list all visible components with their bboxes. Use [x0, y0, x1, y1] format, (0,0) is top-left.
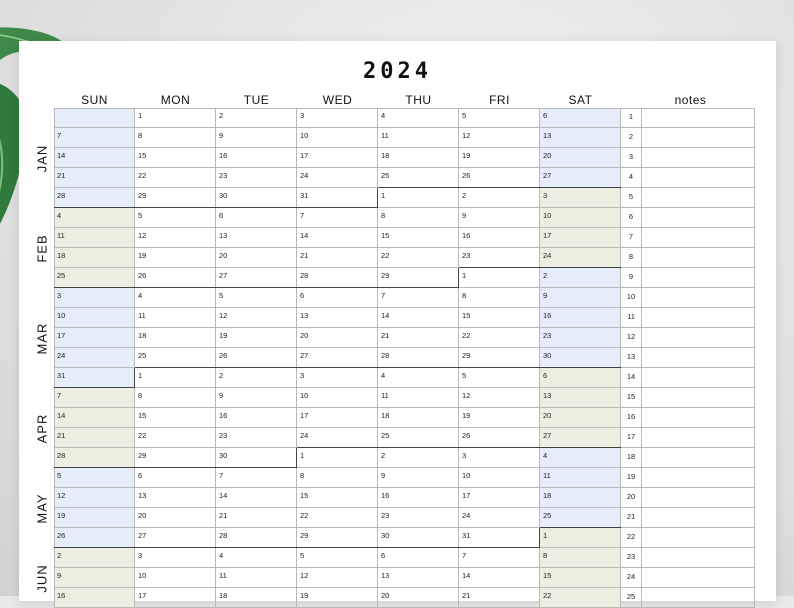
day-cell[interactable]: 6	[540, 368, 621, 388]
week-number: 22	[621, 528, 642, 548]
day-cell[interactable]: 15	[297, 488, 378, 508]
day-cell[interactable]: 8	[540, 548, 621, 568]
day-cell[interactable]: 29	[135, 188, 216, 208]
day-cell[interactable]: 29	[135, 448, 216, 468]
day-cell[interactable]: 26	[135, 268, 216, 288]
week-row	[54, 588, 755, 608]
day-cell[interactable]: 15	[540, 568, 621, 588]
week-row	[54, 248, 755, 268]
day-cell[interactable]: 8	[378, 208, 459, 228]
day-cell[interactable]: 3	[135, 548, 216, 568]
day-cell[interactable]: 7	[459, 548, 540, 568]
day-cell[interactable]: 28	[54, 448, 135, 468]
month-separator	[54, 547, 540, 548]
day-cell[interactable]: 1	[135, 108, 216, 128]
week-number: 1	[621, 108, 642, 128]
week-row	[54, 468, 755, 488]
month-separator	[54, 287, 459, 288]
day-cell[interactable]: 13	[540, 388, 621, 408]
day-cell[interactable]: 9	[378, 468, 459, 488]
day-cell[interactable]: 27	[540, 428, 621, 448]
week-row	[54, 108, 755, 128]
week-row	[54, 188, 755, 208]
week-number: 9	[621, 268, 642, 288]
day-cell[interactable]: 5	[459, 108, 540, 128]
day-cell[interactable]: 17	[297, 148, 378, 168]
day-cell[interactable]: 16	[54, 588, 135, 608]
day-cell[interactable]: 15	[378, 228, 459, 248]
day-cell[interactable]: 21	[297, 248, 378, 268]
day-cell[interactable]: 10	[459, 468, 540, 488]
day-cell[interactable]: 23	[216, 168, 297, 188]
week-number: 13	[621, 348, 642, 368]
week-row	[54, 228, 755, 248]
note-field[interactable]	[642, 488, 755, 508]
day-cell[interactable]: 27	[216, 268, 297, 288]
month-separator	[134, 368, 135, 388]
day-cell[interactable]: 2	[540, 268, 621, 288]
week-row	[54, 408, 755, 428]
month-label-text: JAN	[34, 144, 50, 172]
day-cell[interactable]: 13	[540, 128, 621, 148]
day-cell[interactable]: 5	[459, 368, 540, 388]
week-row	[54, 428, 755, 448]
day-cell[interactable]: 18	[378, 408, 459, 428]
week-row	[54, 308, 755, 328]
week-row	[54, 288, 755, 308]
week-number: 18	[621, 448, 642, 468]
day-cell[interactable]: 19	[54, 508, 135, 528]
month-separator	[458, 268, 459, 288]
day-cell[interactable]: 30	[216, 188, 297, 208]
day-cell[interactable]: 28	[297, 268, 378, 288]
day-cell[interactable]: 26	[459, 428, 540, 448]
day-cell[interactable]: 11	[540, 468, 621, 488]
week-row	[54, 368, 755, 388]
day-cell[interactable]: 25	[378, 428, 459, 448]
day-cell[interactable]: 20	[216, 248, 297, 268]
day-cell[interactable]: 20	[378, 588, 459, 608]
day-header-mon: MON	[160, 93, 191, 107]
day-cell[interactable]: 3	[297, 368, 378, 388]
day-cell[interactable]: 29	[378, 268, 459, 288]
day-cell[interactable]: 4	[216, 548, 297, 568]
note-field[interactable]	[642, 468, 755, 488]
day-cell[interactable]: 1	[540, 528, 621, 548]
day-cell[interactable]: 8	[135, 128, 216, 148]
day-cell[interactable]: 21	[216, 508, 297, 528]
month-label-may	[31, 468, 53, 548]
month-separator	[377, 188, 378, 208]
note-field[interactable]	[642, 148, 755, 168]
day-cell[interactable]: 1	[135, 368, 216, 388]
note-field[interactable]	[642, 288, 755, 308]
day-cell[interactable]: 24	[459, 508, 540, 528]
day-cell[interactable]: 17	[54, 328, 135, 348]
week-row	[54, 388, 755, 408]
month-label-jun	[31, 548, 53, 608]
day-cell[interactable]: 20	[540, 408, 621, 428]
month-separator	[378, 187, 621, 188]
month-separator	[54, 207, 378, 208]
week-number: 4	[621, 168, 642, 188]
week-row	[54, 268, 755, 288]
week-number: 17	[621, 428, 642, 448]
day-cell[interactable]: 30	[378, 528, 459, 548]
day-cell[interactable]: 30	[540, 348, 621, 368]
day-cell[interactable]: 19	[297, 588, 378, 608]
day-cell[interactable]: 7	[54, 388, 135, 408]
day-cell[interactable]: 12	[297, 568, 378, 588]
day-cell[interactable]: 18	[216, 588, 297, 608]
week-number: 5	[621, 188, 642, 208]
day-cell[interactable]: 21	[459, 588, 540, 608]
day-cell[interactable]: 19	[135, 248, 216, 268]
day-cell[interactable]: 14	[54, 408, 135, 428]
month-label-text: JUN	[34, 563, 50, 593]
day-cell[interactable]: 12	[459, 388, 540, 408]
day-cell[interactable]: 28	[378, 348, 459, 368]
day-cell[interactable]: 11	[378, 388, 459, 408]
day-cell[interactable]: 7	[378, 288, 459, 308]
note-field[interactable]	[642, 428, 755, 448]
week-number: 20	[621, 488, 642, 508]
note-field[interactable]	[642, 228, 755, 248]
day-cell[interactable]: 28	[54, 188, 135, 208]
day-cell[interactable]: 9	[216, 128, 297, 148]
day-cell[interactable]: 31	[297, 188, 378, 208]
week-number: 15	[621, 388, 642, 408]
note-field[interactable]	[642, 108, 755, 128]
day-header-sun: SUN	[81, 93, 108, 107]
day-cell[interactable]: 12	[216, 308, 297, 328]
week-number: 16	[621, 408, 642, 428]
month-label-apr	[31, 388, 53, 468]
day-cell[interactable]: 15	[135, 148, 216, 168]
day-header-wed: WED	[322, 93, 353, 107]
day-cell[interactable]: 27	[540, 168, 621, 188]
note-field[interactable]	[642, 188, 755, 208]
day-cell[interactable]: 10	[540, 208, 621, 228]
day-cell[interactable]: 16	[540, 308, 621, 328]
day-cell[interactable]: 13	[378, 568, 459, 588]
day-cell[interactable]: 22	[135, 428, 216, 448]
day-cell[interactable]: 4	[135, 288, 216, 308]
day-cell[interactable]: 1	[459, 268, 540, 288]
day-cell[interactable]: 25	[54, 268, 135, 288]
day-cell[interactable]: 1	[378, 188, 459, 208]
note-field[interactable]	[642, 348, 755, 368]
day-cell[interactable]: 11	[378, 128, 459, 148]
day-cell[interactable]: 15	[135, 408, 216, 428]
week-number: 2	[621, 128, 642, 148]
day-cell[interactable]: 7	[216, 468, 297, 488]
day-cell[interactable]: 19	[216, 328, 297, 348]
month-separator	[54, 467, 297, 468]
day-cell[interactable]: 11	[135, 308, 216, 328]
note-field[interactable]	[642, 388, 755, 408]
day-cell[interactable]: 6	[216, 208, 297, 228]
day-cell[interactable]: 3	[297, 108, 378, 128]
month-label-text: MAR	[34, 322, 50, 354]
day-cell[interactable]: 4	[54, 208, 135, 228]
day-cell[interactable]: 24	[54, 348, 135, 368]
day-cell[interactable]: 20	[297, 328, 378, 348]
day-cell[interactable]: 13	[297, 308, 378, 328]
month-separator	[135, 367, 621, 368]
week-number: 19	[621, 468, 642, 488]
week-row	[54, 208, 755, 228]
day-cell[interactable]: 7	[297, 208, 378, 228]
day-cell[interactable]: 9	[540, 288, 621, 308]
week-row	[54, 528, 755, 548]
day-cell[interactable]: 21	[54, 428, 135, 448]
week-row	[54, 568, 755, 588]
week-number: 11	[621, 308, 642, 328]
week-row	[54, 168, 755, 188]
day-cell[interactable]: 9	[459, 208, 540, 228]
day-cell[interactable]: 14	[216, 488, 297, 508]
month-label-jan	[31, 108, 53, 208]
week-row	[54, 148, 755, 168]
day-cell[interactable]: 18	[135, 328, 216, 348]
month-separator	[54, 387, 135, 388]
day-cell[interactable]: 16	[378, 488, 459, 508]
month-label-text: FEB	[34, 233, 50, 263]
day-cell[interactable]: 22	[135, 168, 216, 188]
day-cell[interactable]: 23	[459, 248, 540, 268]
week-number: 24	[621, 568, 642, 588]
day-cell[interactable]: 16	[459, 228, 540, 248]
day-cell[interactable]: 17	[540, 228, 621, 248]
week-row	[54, 128, 755, 148]
day-cell[interactable]: 6	[297, 288, 378, 308]
note-field[interactable]	[642, 248, 755, 268]
month-separator	[540, 527, 621, 528]
day-cell[interactable]: 10	[297, 388, 378, 408]
day-cell[interactable]: 18	[378, 148, 459, 168]
note-field[interactable]	[642, 328, 755, 348]
day-header-fri: FRI	[489, 93, 510, 107]
note-field[interactable]	[642, 208, 755, 228]
day-cell[interactable]: 11	[216, 568, 297, 588]
week-number: 6	[621, 208, 642, 228]
month-separator	[296, 448, 297, 468]
note-field[interactable]	[642, 588, 755, 608]
day-cell[interactable]: 10	[297, 128, 378, 148]
note-field[interactable]	[642, 128, 755, 148]
month-label-text: APR	[34, 413, 50, 443]
day-cell[interactable]: 16	[216, 408, 297, 428]
note-field[interactable]	[642, 548, 755, 568]
week-row	[54, 448, 755, 468]
day-cell[interactable]: 29	[459, 348, 540, 368]
week-number: 10	[621, 288, 642, 308]
note-field[interactable]	[642, 508, 755, 528]
day-cell[interactable]: 14	[459, 568, 540, 588]
note-field[interactable]	[642, 368, 755, 388]
day-cell[interactable]: 9	[54, 568, 135, 588]
day-cell[interactable]: 27	[135, 528, 216, 548]
day-cell[interactable]: 25	[540, 508, 621, 528]
day-cell[interactable]: 19	[459, 408, 540, 428]
day-cell[interactable]: 10	[135, 568, 216, 588]
note-field[interactable]	[642, 168, 755, 188]
month-separator	[297, 447, 621, 448]
week-number: 3	[621, 148, 642, 168]
day-cell[interactable]: 2	[54, 548, 135, 568]
day-cell[interactable]: 14	[378, 308, 459, 328]
day-cell[interactable]: 8	[459, 288, 540, 308]
day-cell[interactable]: 18	[540, 488, 621, 508]
day-cell[interactable]: 13	[216, 228, 297, 248]
week-row	[54, 488, 755, 508]
month-separator	[459, 267, 621, 268]
day-cell[interactable]: 25	[378, 168, 459, 188]
month-label-mar	[31, 288, 53, 388]
calendar-sheet	[19, 41, 776, 601]
day-cell[interactable]: 5	[297, 548, 378, 568]
day-cell[interactable]: 24	[540, 248, 621, 268]
day-cell[interactable]: 22	[540, 588, 621, 608]
day-cell[interactable]: 4	[378, 108, 459, 128]
day-cell[interactable]: 1	[297, 448, 378, 468]
notes-header: notes	[674, 93, 707, 107]
day-cell[interactable]: 2	[216, 368, 297, 388]
day-cell[interactable]: 22	[378, 248, 459, 268]
note-field[interactable]	[642, 268, 755, 288]
note-field[interactable]	[642, 308, 755, 328]
day-cell[interactable]: 5	[135, 208, 216, 228]
month-label-feb	[31, 208, 53, 288]
day-cell[interactable]: 10	[54, 308, 135, 328]
day-cell[interactable]: 22	[459, 328, 540, 348]
day-cell[interactable]: 17	[297, 408, 378, 428]
day-cell[interactable]: 12	[135, 228, 216, 248]
week-row	[54, 508, 755, 528]
month-label-text: MAY	[34, 492, 50, 524]
day-cell[interactable]: 3	[54, 288, 135, 308]
day-cell[interactable]: 16	[216, 148, 297, 168]
year-title: 2024	[363, 59, 432, 84]
day-cell[interactable]: 26	[216, 348, 297, 368]
week-number: 23	[621, 548, 642, 568]
day-cell[interactable]: 30	[216, 448, 297, 468]
day-cell[interactable]: 15	[459, 308, 540, 328]
day-cell[interactable]: 14	[297, 228, 378, 248]
week-row	[54, 328, 755, 348]
note-field[interactable]	[642, 448, 755, 468]
day-cell[interactable]: 4	[378, 368, 459, 388]
day-cell[interactable]: 13	[135, 488, 216, 508]
day-cell[interactable]: 28	[216, 528, 297, 548]
day-cell[interactable]: 31	[459, 528, 540, 548]
day-cell[interactable]: 17	[459, 488, 540, 508]
day-cell[interactable]: 12	[54, 488, 135, 508]
week-number: 25	[621, 588, 642, 608]
day-cell[interactable]: 20	[135, 508, 216, 528]
day-cell[interactable]: 8	[135, 388, 216, 408]
month-separator	[539, 528, 540, 548]
day-cell[interactable]: 23	[540, 328, 621, 348]
day-cell[interactable]: 5	[216, 288, 297, 308]
day-cell[interactable]: 21	[378, 328, 459, 348]
week-number: 7	[621, 228, 642, 248]
day-cell[interactable]: 27	[297, 348, 378, 368]
day-cell[interactable]: 17	[135, 588, 216, 608]
day-header-sat: SAT	[568, 93, 593, 107]
day-cell[interactable]: 22	[297, 508, 378, 528]
week-number: 14	[621, 368, 642, 388]
day-cell[interactable]: 23	[216, 428, 297, 448]
day-cell[interactable]: 5	[54, 468, 135, 488]
day-cell[interactable]: 21	[54, 168, 135, 188]
week-number: 12	[621, 328, 642, 348]
note-field[interactable]	[642, 408, 755, 428]
day-cell[interactable]: 26	[54, 528, 135, 548]
day-cell[interactable]: 14	[54, 148, 135, 168]
day-cell[interactable]: 6	[135, 468, 216, 488]
day-cell[interactable]: 11	[54, 228, 135, 248]
day-cell[interactable]: 7	[54, 128, 135, 148]
day-cell[interactable]: 18	[54, 248, 135, 268]
week-number: 8	[621, 248, 642, 268]
day-cell[interactable]: 6	[540, 108, 621, 128]
day-header-thu: THU	[405, 93, 432, 107]
day-cell[interactable]: 12	[459, 128, 540, 148]
day-cell[interactable]: 23	[378, 508, 459, 528]
day-cell[interactable]: 8	[297, 468, 378, 488]
day-cell[interactable]: 2	[459, 188, 540, 208]
day-cell[interactable]: 2	[378, 448, 459, 468]
day-cell[interactable]: 20	[540, 148, 621, 168]
day-cell[interactable]: 6	[378, 548, 459, 568]
week-row	[54, 548, 755, 568]
day-cell[interactable]: 19	[459, 148, 540, 168]
day-cell[interactable]: 4	[540, 448, 621, 468]
day-cell[interactable]: 9	[216, 388, 297, 408]
day-cell[interactable]: 2	[216, 108, 297, 128]
day-cell[interactable]	[54, 108, 135, 128]
day-cell[interactable]: 3	[459, 448, 540, 468]
note-field[interactable]	[642, 528, 755, 548]
day-cell[interactable]: 24	[297, 428, 378, 448]
week-number: 21	[621, 508, 642, 528]
day-header-tue: TUE	[243, 93, 270, 107]
day-cell[interactable]: 24	[297, 168, 378, 188]
day-cell[interactable]: 3	[540, 188, 621, 208]
day-cell[interactable]: 31	[54, 368, 135, 388]
day-cell[interactable]: 25	[135, 348, 216, 368]
note-field[interactable]	[642, 568, 755, 588]
week-row	[54, 348, 755, 368]
day-cell[interactable]: 26	[459, 168, 540, 188]
day-cell[interactable]: 29	[297, 528, 378, 548]
